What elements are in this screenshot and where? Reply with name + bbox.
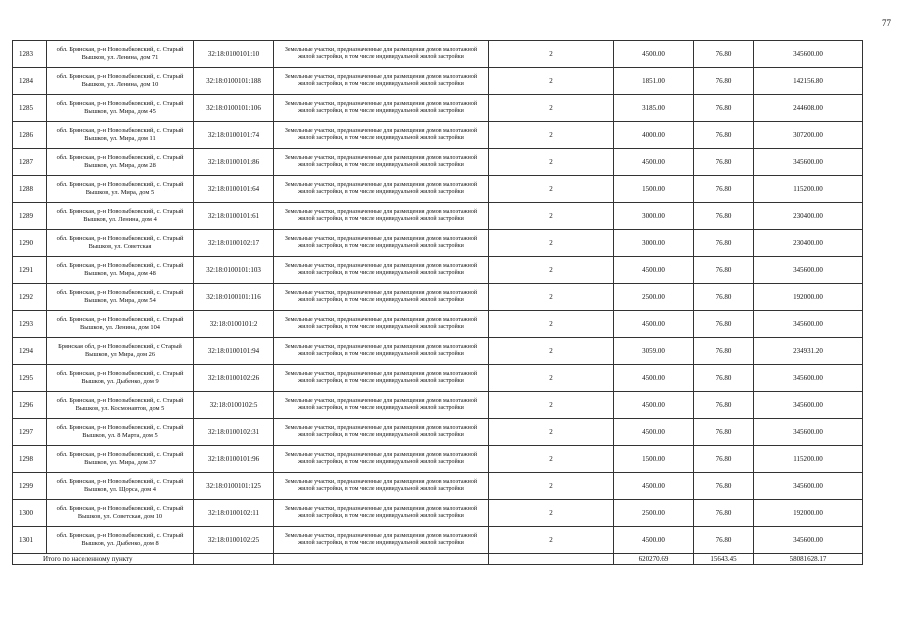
row-number: 1286 — [13, 122, 47, 149]
land-purpose-cell: Земельные участки, предназначенные для размещения домов малоэтажной жилой застройки, в том числе индивидуальной жилой застройки — [274, 338, 489, 365]
cadastral-value-cell: 115200.00 — [754, 446, 863, 473]
class-cell: 2 — [489, 473, 614, 500]
row-number: 1287 — [13, 149, 47, 176]
cadastral-number-cell: 32:18:0100101:61 — [194, 203, 274, 230]
page-number: 77 — [882, 18, 891, 28]
class-cell: 2 — [489, 500, 614, 527]
cadastral-number-cell: 32:18:0100101:10 — [194, 41, 274, 68]
row-number: 1289 — [13, 203, 47, 230]
row-number: 1284 — [13, 68, 47, 95]
class-cell: 2 — [489, 68, 614, 95]
cadastral-number-cell: 32:18:0100101:103 — [194, 257, 274, 284]
area-cell: 3185.00 — [614, 95, 694, 122]
address-cell: обл. Брянская, р-н Новозыбковский, с. Старый Вышков, ул. Ленина, дом 104 — [47, 311, 194, 338]
cadastral-value-cell: 230400.00 — [754, 203, 863, 230]
table-row — [13, 41, 863, 68]
cadastral-number-cell: 32:18:0100102:17 — [194, 230, 274, 257]
table-row — [13, 473, 863, 500]
cadastral-number-cell: 32:18:0100101:2 — [194, 311, 274, 338]
cadastral-value-cell: 307200.00 — [754, 122, 863, 149]
row-number: 1300 — [13, 500, 47, 527]
table-row — [13, 149, 863, 176]
row-number: 1290 — [13, 230, 47, 257]
land-purpose-cell: Земельные участки, предназначенные для размещения домов малоэтажной жилой застройки, в том числе индивидуальной жилой застройки — [274, 365, 489, 392]
rate-cell: 76.80 — [694, 176, 754, 203]
table-row — [13, 311, 863, 338]
cadastral-value-cell: 345600.00 — [754, 149, 863, 176]
area-cell: 4500.00 — [614, 392, 694, 419]
address-cell: Брянская обл, р-н Новозыбковский, с Старый Вышков, ул Мира, дом 26 — [47, 338, 194, 365]
land-purpose-cell: Земельные участки, предназначенные для размещения домов малоэтажной жилой застройки, в том числе индивидуальной жилой застройки — [274, 392, 489, 419]
cadastral-number-cell: 32:18:0100101:74 — [194, 122, 274, 149]
address-cell: обл. Брянская, р-н Новозыбковский, с. Старый Вышков, ул. 8 Марта, дом 5 — [47, 419, 194, 446]
area-cell: 1851.00 — [614, 68, 694, 95]
total-rate: 15643.45 — [694, 554, 754, 565]
cadastral-number-cell: 32:18:0100101:94 — [194, 338, 274, 365]
cadastral-value-cell: 192000.00 — [754, 284, 863, 311]
address-cell: обл. Брянская, р-н Новозыбковский, с. Старый Вышков, ул. Ленина, дом 4 — [47, 203, 194, 230]
cadastral-number-cell: 32:18:0100102:5 — [194, 392, 274, 419]
rate-cell: 76.80 — [694, 446, 754, 473]
rate-cell: 76.80 — [694, 149, 754, 176]
area-cell: 1500.00 — [614, 176, 694, 203]
class-cell: 2 — [489, 446, 614, 473]
area-cell: 3000.00 — [614, 203, 694, 230]
class-cell: 2 — [489, 311, 614, 338]
row-number: 1297 — [13, 419, 47, 446]
table-row — [13, 419, 863, 446]
class-cell: 2 — [489, 527, 614, 554]
cadastral-value-cell: 345600.00 — [754, 527, 863, 554]
address-cell: обл. Брянская, р-н Новозыбковский, с. Старый Вышков, ул. Мира, дом 45 — [47, 95, 194, 122]
row-number: 1292 — [13, 284, 47, 311]
table-row — [13, 68, 863, 95]
rate-cell: 76.80 — [694, 527, 754, 554]
cadastral-value-cell: 244608.00 — [754, 95, 863, 122]
class-cell: 2 — [489, 338, 614, 365]
table-body — [13, 41, 863, 565]
class-cell: 2 — [489, 392, 614, 419]
cadastral-number-cell: 32:18:0100101:125 — [194, 473, 274, 500]
rate-cell: 76.80 — [694, 68, 754, 95]
area-cell: 4500.00 — [614, 149, 694, 176]
cadastral-number-cell: 32:18:0100101:86 — [194, 149, 274, 176]
class-cell: 2 — [489, 419, 614, 446]
class-cell: 2 — [489, 95, 614, 122]
class-cell: 2 — [489, 149, 614, 176]
table-row — [13, 230, 863, 257]
table-row — [13, 446, 863, 473]
table-row — [13, 122, 863, 149]
class-cell: 2 — [489, 365, 614, 392]
total-empty-class — [489, 554, 614, 565]
land-purpose-cell: Земельные участки, предназначенные для размещения домов малоэтажной жилой застройки, в том числе индивидуальной жилой застройки — [274, 41, 489, 68]
rate-cell: 76.80 — [694, 365, 754, 392]
cadastral-value-cell: 230400.00 — [754, 230, 863, 257]
area-cell: 4500.00 — [614, 473, 694, 500]
rate-cell: 76.80 — [694, 203, 754, 230]
total-empty-purpose — [274, 554, 489, 565]
land-purpose-cell: Земельные участки, предназначенные для размещения домов малоэтажной жилой застройки, в том числе индивидуальной жилой застройки — [274, 68, 489, 95]
rate-cell: 76.80 — [694, 122, 754, 149]
cadastral-number-cell: 32:18:0100101:188 — [194, 68, 274, 95]
row-number: 1298 — [13, 446, 47, 473]
address-cell: обл. Брянская, р-н Новозыбковский, с. Старый Вышков, ул. Мира, дом 28 — [47, 149, 194, 176]
table-row — [13, 500, 863, 527]
row-number: 1295 — [13, 365, 47, 392]
row-number: 1291 — [13, 257, 47, 284]
address-cell: обл. Брянская, р-н Новозыбковский, с. Старый Вышков, ул. Щорса, дом 4 — [47, 473, 194, 500]
area-cell: 1500.00 — [614, 446, 694, 473]
address-cell: обл. Брянская, р-н Новозыбковский, с. Старый Вышков, ул. Космонавтов, дом 5 — [47, 392, 194, 419]
cadastral-number-cell: 32:18:0100101:64 — [194, 176, 274, 203]
row-number: 1299 — [13, 473, 47, 500]
cadastral-value-cell: 115200.00 — [754, 176, 863, 203]
rate-cell: 76.80 — [694, 419, 754, 446]
rate-cell: 76.80 — [694, 392, 754, 419]
row-number: 1293 — [13, 311, 47, 338]
table-row — [13, 284, 863, 311]
cadastral-value-cell: 345600.00 — [754, 311, 863, 338]
land-purpose-cell: Земельные участки, предназначенные для размещения домов малоэтажной жилой застройки, в том числе индивидуальной жилой застройки — [274, 203, 489, 230]
table-row — [13, 257, 863, 284]
land-purpose-cell: Земельные участки, предназначенные для размещения домов малоэтажной жилой застройки, в том числе индивидуальной жилой застройки — [274, 95, 489, 122]
class-cell: 2 — [489, 284, 614, 311]
address-cell: обл. Брянская, р-н Новозыбковский, с. Старый Вышков, ул. Дыбенко, дом 8 — [47, 527, 194, 554]
total-empty-cadastral — [194, 554, 274, 565]
rate-cell: 76.80 — [694, 311, 754, 338]
cadastral-value-cell: 345600.00 — [754, 392, 863, 419]
land-purpose-cell: Земельные участки, предназначенные для размещения домов малоэтажной жилой застройки, в том числе индивидуальной жилой застройки — [274, 311, 489, 338]
cadastral-value-cell: 345600.00 — [754, 41, 863, 68]
area-cell: 4500.00 — [614, 257, 694, 284]
land-registry-table — [12, 40, 863, 565]
land-purpose-cell: Земельные участки, предназначенные для размещения домов малоэтажной жилой застройки, в том числе индивидуальной жилой застройки — [274, 527, 489, 554]
table-row — [13, 392, 863, 419]
rate-cell: 76.80 — [694, 230, 754, 257]
area-cell: 4500.00 — [614, 419, 694, 446]
address-cell: обл. Брянская, р-н Новозыбковский, с. Старый Вышков, ул. Советская, дом 10 — [47, 500, 194, 527]
class-cell: 2 — [489, 203, 614, 230]
row-number: 1285 — [13, 95, 47, 122]
land-purpose-cell: Земельные участки, предназначенные для размещения домов малоэтажной жилой застройки, в том числе индивидуальной жилой застройки — [274, 500, 489, 527]
cadastral-number-cell: 32:18:0100102:31 — [194, 419, 274, 446]
total-label: Итого по населенному пункту — [13, 554, 194, 565]
land-purpose-cell: Земельные участки, предназначенные для размещения домов малоэтажной жилой застройки, в том числе индивидуальной жилой застройки — [274, 122, 489, 149]
cadastral-number-cell: 32:18:0100101:96 — [194, 446, 274, 473]
cadastral-value-cell: 192000.00 — [754, 500, 863, 527]
row-number: 1283 — [13, 41, 47, 68]
class-cell: 2 — [489, 122, 614, 149]
cadastral-number-cell: 32:18:0100101:116 — [194, 284, 274, 311]
total-area: 620270.69 — [614, 554, 694, 565]
land-purpose-cell: Земельные участки, предназначенные для размещения домов малоэтажной жилой застройки, в том числе индивидуальной жилой застройки — [274, 230, 489, 257]
address-cell: обл. Брянская, р-н Новозыбковский, с. Старый Вышков, ул. Мира, дом 37 — [47, 446, 194, 473]
row-number: 1294 — [13, 338, 47, 365]
rate-cell: 76.80 — [694, 473, 754, 500]
area-cell: 2500.00 — [614, 284, 694, 311]
address-cell: обл. Брянская, р-н Новозыбковский, с. Старый Вышков, ул. Советская — [47, 230, 194, 257]
row-number: 1288 — [13, 176, 47, 203]
address-cell: обл. Брянская, р-н Новозыбковский, с. Старый Вышков, ул. Дыбенко, дом 9 — [47, 365, 194, 392]
table-row — [13, 203, 863, 230]
rate-cell: 76.80 — [694, 338, 754, 365]
address-cell: обл. Брянская, р-н Новозыбковский, с. Старый Вышков, ул. Мира, дом 48 — [47, 257, 194, 284]
area-cell: 4500.00 — [614, 365, 694, 392]
cadastral-number-cell: 32:18:0100102:25 — [194, 527, 274, 554]
cadastral-number-cell: 32:18:0100101:106 — [194, 95, 274, 122]
area-cell: 4500.00 — [614, 311, 694, 338]
land-purpose-cell: Земельные участки, предназначенные для размещения домов малоэтажной жилой застройки, в том числе индивидуальной жилой застройки — [274, 419, 489, 446]
area-cell: 4000.00 — [614, 122, 694, 149]
land-purpose-cell: Земельные участки, предназначенные для размещения домов малоэтажной жилой застройки, в том числе индивидуальной жилой застройки — [274, 257, 489, 284]
total-row — [13, 554, 863, 565]
rate-cell: 76.80 — [694, 257, 754, 284]
cadastral-value-cell: 345600.00 — [754, 257, 863, 284]
row-number: 1301 — [13, 527, 47, 554]
address-cell: обл. Брянская, р-н Новозыбковский, с. Старый Вышков, ул. Мира, дом 11 — [47, 122, 194, 149]
land-purpose-cell: Земельные участки, предназначенные для размещения домов малоэтажной жилой застройки, в том числе индивидуальной жилой застройки — [274, 149, 489, 176]
land-purpose-cell: Земельные участки, предназначенные для размещения домов малоэтажной жилой застройки, в том числе индивидуальной жилой застройки — [274, 176, 489, 203]
area-cell: 3059.00 — [614, 338, 694, 365]
cadastral-number-cell: 32:18:0100102:26 — [194, 365, 274, 392]
table-row — [13, 527, 863, 554]
table-row — [13, 338, 863, 365]
rate-cell: 76.80 — [694, 284, 754, 311]
area-cell: 4500.00 — [614, 41, 694, 68]
total-value: 58081628.17 — [754, 554, 863, 565]
table-row — [13, 365, 863, 392]
cadastral-value-cell: 345600.00 — [754, 365, 863, 392]
rate-cell: 76.80 — [694, 500, 754, 527]
cadastral-value-cell: 234931.20 — [754, 338, 863, 365]
table-row — [13, 176, 863, 203]
cadastral-value-cell: 345600.00 — [754, 419, 863, 446]
cadastral-number-cell: 32:18:0100102:11 — [194, 500, 274, 527]
land-purpose-cell: Земельные участки, предназначенные для размещения домов малоэтажной жилой застройки, в том числе индивидуальной жилой застройки — [274, 284, 489, 311]
rate-cell: 76.80 — [694, 41, 754, 68]
class-cell: 2 — [489, 176, 614, 203]
table-row — [13, 95, 863, 122]
land-purpose-cell: Земельные участки, предназначенные для размещения домов малоэтажной жилой застройки, в том числе индивидуальной жилой застройки — [274, 473, 489, 500]
area-cell: 4500.00 — [614, 527, 694, 554]
address-cell: обл. Брянская, р-н Новозыбковский, с. Старый Вышков, ул. Мира, дом 5 — [47, 176, 194, 203]
address-cell: обл. Брянская, р-н Новозыбковский, с. Старый Вышков, ул. Ленина, дом 71 — [47, 41, 194, 68]
area-cell: 3000.00 — [614, 230, 694, 257]
rate-cell: 76.80 — [694, 95, 754, 122]
row-number: 1296 — [13, 392, 47, 419]
class-cell: 2 — [489, 257, 614, 284]
area-cell: 2500.00 — [614, 500, 694, 527]
class-cell: 2 — [489, 41, 614, 68]
land-purpose-cell: Земельные участки, предназначенные для размещения домов малоэтажной жилой застройки, в том числе индивидуальной жилой застройки — [274, 446, 489, 473]
cadastral-value-cell: 345600.00 — [754, 473, 863, 500]
class-cell: 2 — [489, 230, 614, 257]
address-cell: обл. Брянская, р-н Новозыбковский, с. Старый Вышков, ул. Ленина, дом 10 — [47, 68, 194, 95]
cadastral-value-cell: 142156.80 — [754, 68, 863, 95]
address-cell: обл. Брянская, р-н Новозыбковский, с. Старый Вышков, ул. Мира, дом 54 — [47, 284, 194, 311]
